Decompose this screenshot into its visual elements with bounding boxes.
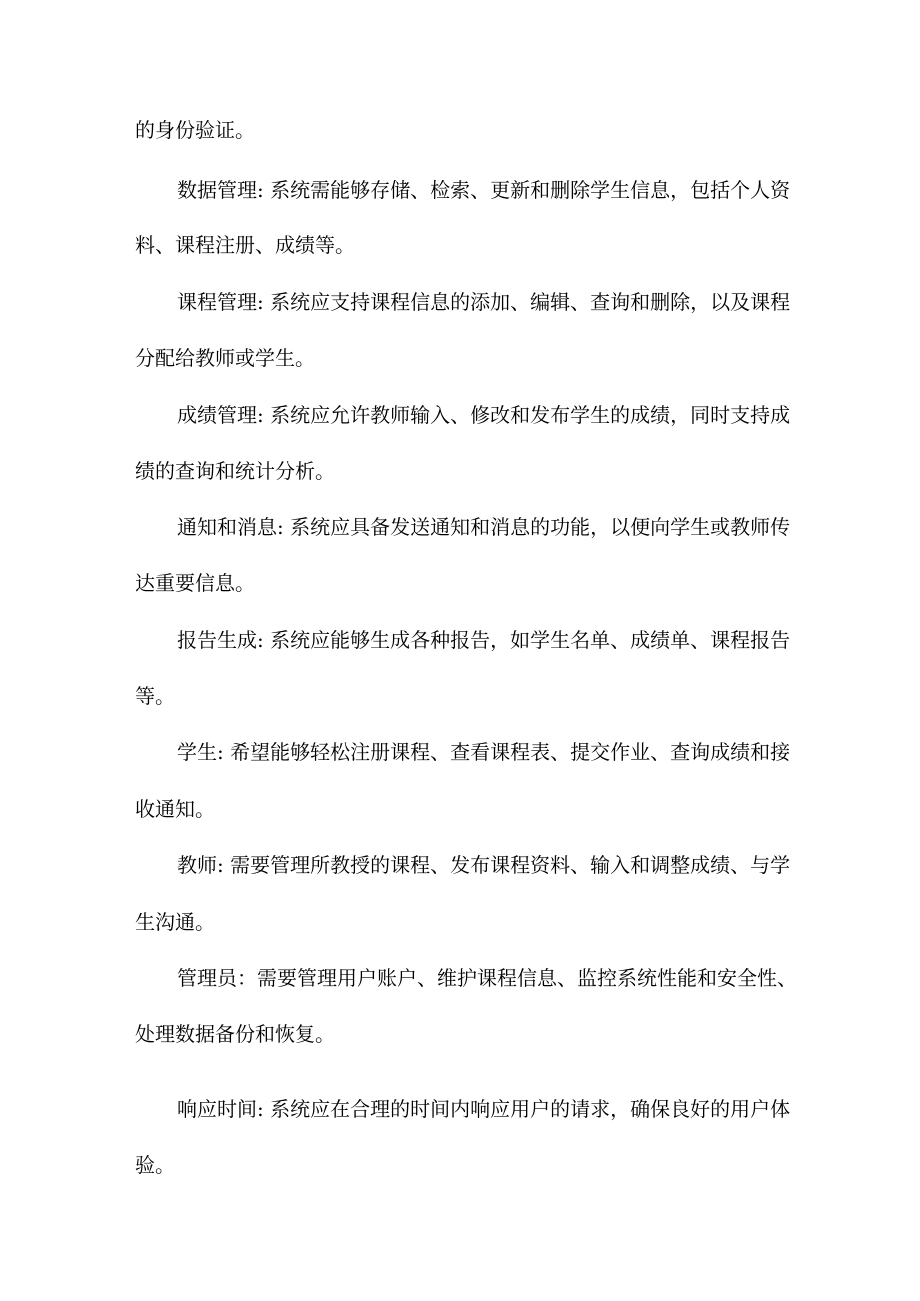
text-line: 响应时间: 系统应在合理的时间内响应用户的请求，确保良好的用户体 bbox=[177, 1097, 791, 1121]
text-line: 管理员：需要管理用户账户、维护课程信息、监控系统性能和安全性、 bbox=[177, 966, 797, 990]
text-line: 报告生成: 系统应能够生成各种报告，如学生名单、成绩单、课程报告 bbox=[177, 628, 791, 652]
text-line: 分配给教师或学生。 bbox=[135, 346, 315, 370]
text-line: 等。 bbox=[135, 684, 175, 708]
text-line: 处理数据备份和恢复。 bbox=[135, 1022, 335, 1046]
text-line: 生沟通。 bbox=[135, 910, 215, 934]
text-line: 教师: 需要管理所教授的课程、发布课程资料、输入和调整成绩、与学 bbox=[177, 853, 791, 877]
text-line: 成绩管理: 系统应允许教师输入、修改和发布学生的成绩，同时支持成 bbox=[177, 403, 791, 427]
text-line: 通知和消息: 系统应具备发送通知和消息的功能，以便向学生或教师传 bbox=[177, 515, 791, 539]
text-line: 达重要信息。 bbox=[135, 571, 255, 595]
text-line: 收通知。 bbox=[135, 797, 215, 821]
text-line: 验。 bbox=[135, 1153, 175, 1177]
text-line: 料、课程注册、成绩等。 bbox=[135, 233, 355, 257]
text-line: 的身份验证。 bbox=[135, 118, 255, 142]
text-line: 数据管理: 系统需能够存储、检索、更新和删除学生信息，包括个人资 bbox=[177, 178, 791, 202]
text-line: 学生: 希望能够轻松注册课程、查看课程表、提交作业、查询成绩和接 bbox=[177, 740, 791, 764]
text-line: 绩的查询和统计分析。 bbox=[135, 459, 335, 483]
text-line: 课程管理: 系统应支持课程信息的添加、编辑、查询和删除，以及课程 bbox=[177, 290, 791, 314]
